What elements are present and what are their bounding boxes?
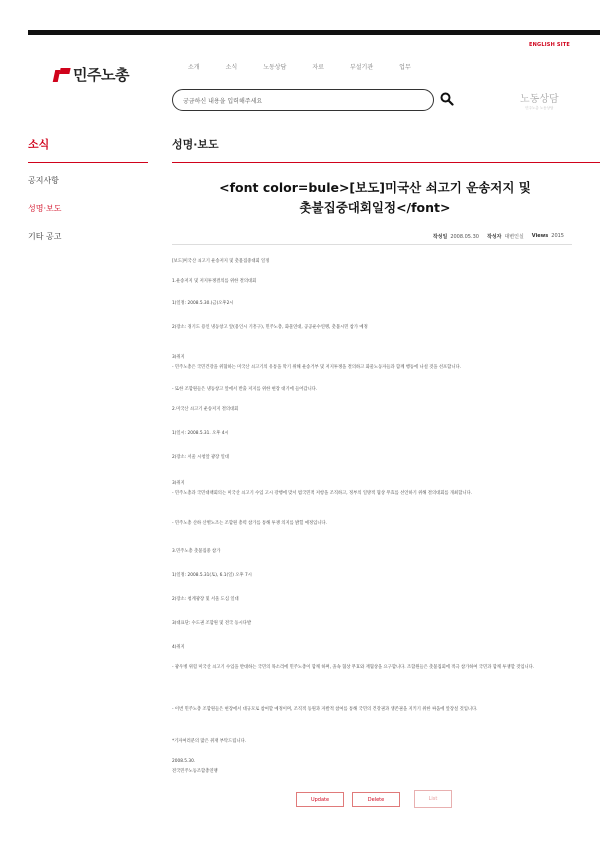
body-paragraph: 전국민주노동조합총연맹: [172, 769, 218, 774]
nav-item-consult[interactable]: 노동상담: [263, 64, 287, 71]
consult-link[interactable]: [520, 90, 559, 111]
author-value: 대변인실: [504, 234, 524, 240]
views-label: Views: [531, 233, 549, 239]
body-paragraph: 3)취지: [172, 481, 185, 486]
sidebar-menu: [28, 176, 61, 260]
body-paragraph: 2)장소: 서울 시청앞 광장 일대: [172, 455, 229, 460]
nav-item-work[interactable]: 업무: [399, 64, 411, 71]
nav-item-news[interactable]: 소식: [225, 64, 238, 71]
author-label: 작성자: [486, 234, 502, 240]
body-paragraph: 2)장소: 청계광장 및 서울 도심 일대: [172, 597, 239, 602]
search-icon[interactable]: [440, 92, 454, 106]
body-paragraph: 2.미국산 쇠고기 운송저지 결의대회: [172, 407, 239, 412]
search-input[interactable]: [172, 89, 434, 111]
body-paragraph: 4)취지: [172, 645, 185, 650]
article-title: [200, 178, 550, 218]
nav-item-affiliates[interactable]: 부설기관: [349, 64, 374, 71]
body-paragraph: 1.운송저지 및 저지투쟁결의를 위한 결의대회: [172, 279, 257, 284]
body-paragraph: 2)장소: 경기도 용인 냉동창고 앞(용인시 기흥구), 민주노총, 화물연대, 공공운수연맹, 촛불시민 참가 예정: [172, 325, 368, 330]
body-paragraph: 1)일정: 2008.5.31(토), 6.1(일) 오후 7시: [172, 573, 252, 578]
body-paragraph: 3)취지: [172, 355, 185, 360]
logo-mark-icon: [54, 68, 70, 82]
body-paragraph: - 이번 민주노총 조합원들은 현장에서 대규모로 참여할 예정이며, 조직적 동원과 자발적 참여를 통해 국민의 건강권과 생존권을 지키기 위한 싸움에 앞장설 것입니다.: [172, 707, 478, 712]
nav-item-data[interactable]: 자료: [312, 64, 324, 71]
body-paragraph: *기자여러분의 많은 취재 부탁드립니다.: [172, 739, 247, 744]
top-bar: [28, 30, 600, 35]
main-nav: [188, 62, 437, 71]
sidebar-item-notice[interactable]: 공지사항: [28, 176, 59, 185]
article-title-line-2: 촛불집중대회일정</font>: [299, 200, 451, 215]
article-title-line-1: <font color=bule>[보도]미국산 쇠고기 운송저지 및: [219, 180, 531, 195]
site-logo[interactable]: [54, 64, 129, 85]
sidebar-item-statements[interactable]: 성명·보도: [28, 204, 62, 213]
page-title: 성명·보도: [172, 138, 219, 151]
meta-divider: [172, 244, 572, 245]
body-paragraph: 2008.5.30.: [172, 759, 196, 764]
delete-button[interactable]: Delete: [352, 792, 400, 807]
english-site-link[interactable]: ENGLISH SITE: [529, 42, 570, 48]
consult-title: 노동상담: [520, 94, 559, 105]
search-placeholder: 궁금하신 내용을 입력해주세요: [183, 97, 263, 105]
body-paragraph: [보도]미국산 쇠고기 운송저지 및 촛불집중대회 일정: [172, 259, 270, 264]
meta-views: [532, 233, 564, 240]
logo-text: 민주노총: [73, 66, 129, 84]
date-label: 작성일: [432, 234, 448, 240]
body-paragraph: - 민주노총 산하 산별노조는 조합원 총력 참가를 통해 투쟁 의지를 밝힐 예정입니다.: [172, 521, 327, 526]
nav-item-intro[interactable]: 소개: [188, 64, 200, 71]
views-value: 2015: [551, 233, 564, 239]
body-paragraph: 3.민주노총 촛불집중 참가: [172, 549, 221, 554]
article-meta: [433, 233, 564, 240]
consult-subtitle: 민주노총 노동상담: [525, 106, 554, 110]
body-paragraph: 3)대표단: 수도권 조합원 및 전국 동시다발: [172, 621, 252, 626]
body-paragraph: - 민주노총은 국민건강을 위협하는 미국산 쇠고기의 유통을 막기 위해 운송거부 및 저지투쟁을 결의하고 화물노동자들과 함께 행동에 나설 것을 선포합니다.: [172, 365, 461, 370]
title-divider: [172, 162, 600, 163]
body-paragraph: - 민주노총과 국민대책회의는 미국산 쇠고기 수입 고시 강행에 맞서 범국민적 저항을 조직하고, 정부의 일방적 협상 무효를 선언하기 위해 결의대회를 개최합니다.: [172, 491, 473, 496]
update-button[interactable]: Update: [296, 792, 344, 807]
sidebar-item-other[interactable]: 기타 공고: [28, 232, 62, 241]
body-paragraph: - 또한 조합원들은 냉동창고 앞에서 반출 저지를 위한 현장 대기에 들어갑니다.: [172, 387, 318, 392]
sidebar-title: 소식: [28, 138, 50, 151]
date-value: 2008.05.30: [450, 234, 479, 240]
body-paragraph: 1)일시: 2008.5.31. 오후 4시: [172, 431, 229, 436]
meta-date: [433, 233, 479, 240]
meta-author: [487, 233, 524, 240]
body-paragraph: - 광우병 위험 미국산 쇠고기 수입을 반대하는 국민의 목소리에 민주노총이 함께 하며, 졸속 협상 무효와 재협상을 요구합니다. 조합원들은 촛불집회에 적극 참가하여 국민과 함께 투쟁할 것입니다.: [172, 665, 535, 670]
list-button[interactable]: List: [414, 790, 452, 808]
body-paragraph: 1)일정: 2008.5.30.(금)오후2시: [172, 301, 234, 306]
sidebar-divider: [28, 162, 148, 163]
